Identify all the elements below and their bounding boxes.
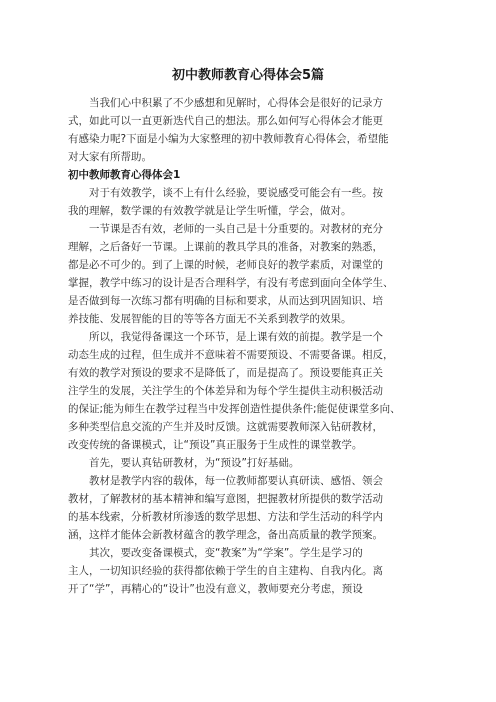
paragraph-line: 开了“学”，再精心的“设计”也没有意义，教师要充分考虑，预设: [68, 583, 363, 595]
paragraph-line: 多种类型信息交流的产生并及时反馈。这就需要教师深入钻研教材，: [68, 421, 383, 433]
intro-line: 对大家有所帮助。: [68, 151, 152, 163]
intro-line: 有感染力呢?下面是小编为大家整理的初中教师教育心得体会，希望能: [68, 133, 389, 145]
paragraph-line: 都是必不可少的。到了上课的时候，老师良好的教学素质，对课堂的: [68, 259, 383, 271]
document-title: 初中教师教育心得体会5篇: [171, 68, 325, 83]
paragraph-line: 对于有效教学，谈不上有什么经验，要说感受可能会有一些。按: [89, 187, 383, 199]
paragraph-line: 涵，这样才能体会新教材蕴含的教学理念，备出高质量的教学预案。: [68, 529, 383, 541]
paragraph-line: 动态生成的过程，但生成并不意味着不需要预设、不需要备课。相反，: [68, 349, 394, 361]
paragraph-line: 的基本线索，分析教材所渗透的数学思想、方法和学生活动的科学内: [68, 511, 383, 523]
paragraph-line: 掌握，教学中练习的设计是否合理科学，有没有考虑到面向全体学生、: [68, 277, 394, 289]
paragraph-line: 改变传统的备课模式，让“预设”真正服务于生成性的课堂教学。: [68, 439, 363, 451]
section-heading: 初中教师教育心得体会1: [68, 169, 181, 181]
paragraph-line: 是否做到每一次练习都有明确的目标和要求，从而达到巩固知识、培: [68, 295, 383, 307]
paragraph-line: 首先，要认真钻研教材，为“预设”打好基础。: [89, 457, 300, 469]
paragraph-line: 理解，之后备好一节课。上课前的教具学具的准备，对教案的熟悉，: [68, 241, 383, 253]
paragraph-line: 一节课是否有效，老师的一头自己是十分重要的。对教材的充分: [89, 223, 383, 235]
paragraph-line: 主人，一切知识经验的获得都依赖于学生的自主建构、自我内化。离: [68, 565, 383, 577]
paragraph-line: 的保证;能为师生在教学过程当中发挥创造性提供条件;能促使课堂多向、: [68, 403, 401, 415]
paragraph-line: 所以，我觉得备课这一个环节，是上课有效的前提。教学是一个: [89, 331, 383, 343]
paragraph-line: 教材，了解教材的基本精神和编写意图，把握教材所提供的数学活动: [68, 493, 383, 505]
paragraph-line: 我的理解，数学课的有效教学就是让学生听懂，学会，做对。: [68, 205, 352, 217]
intro-line: 当我们心中积累了不少感想和见解时，心得体会是很好的记录方: [89, 97, 383, 109]
paragraph-line: 有效的教学对预设的要求不是降低了，而是提高了。预设要能真正关: [68, 367, 383, 379]
intro-line: 式，如此可以一直更新迭代自己的想法。那么如何写心得体会才能更: [68, 115, 383, 127]
paragraph-line: 养技能、发展智能的目的等等各方面无不关系到教学的效果。: [68, 313, 352, 325]
paragraph-line: 其次，要改变备课模式，变“教案”为“学案”。学生是学习的: [89, 547, 363, 559]
paragraph-line: 注学生的发展，关注学生的个体差异和为每个学生提供主动积极活动: [68, 385, 383, 397]
paragraph-line: 教材是教学内容的载体，每一位教师都要认真研读、感悟、领会: [89, 475, 383, 487]
